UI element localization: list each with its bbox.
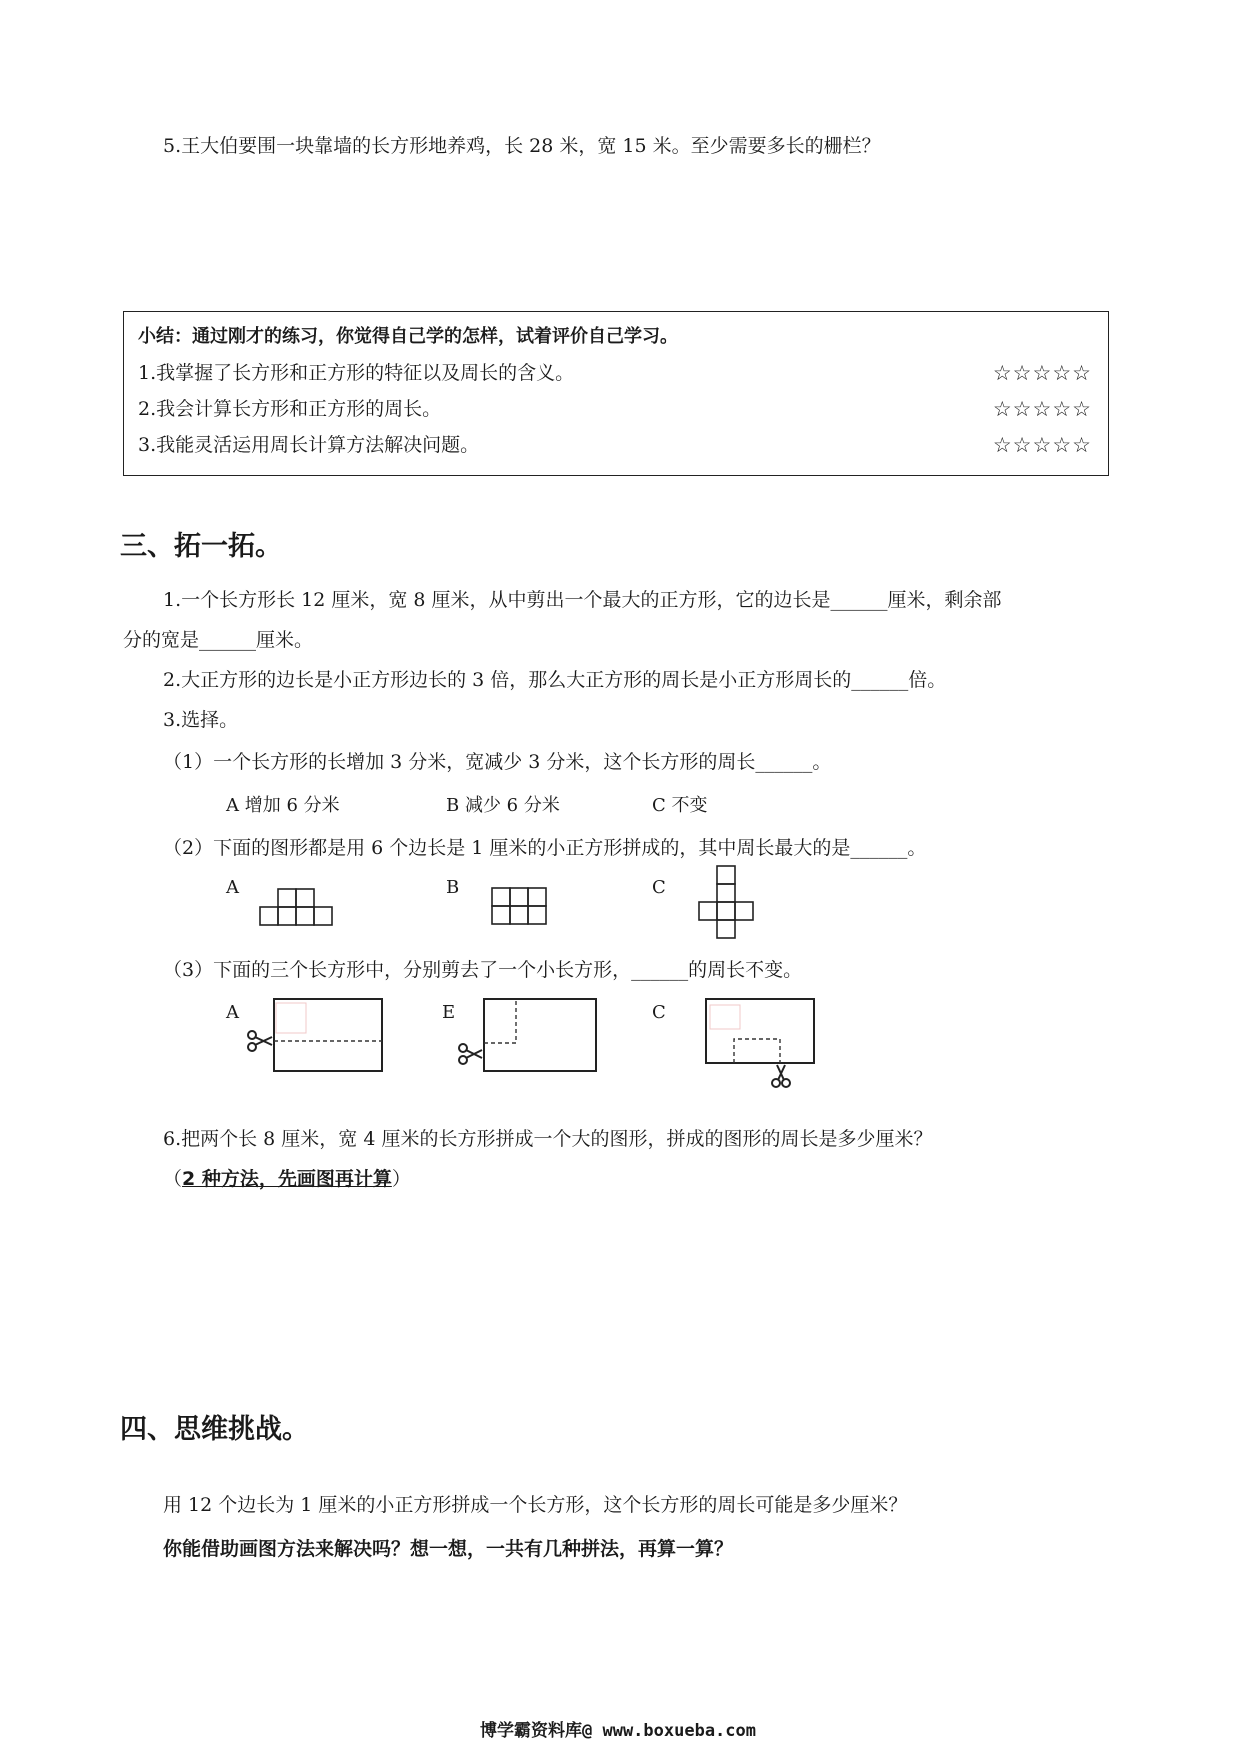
hint-close: ）	[391, 1168, 411, 1190]
summary-title: 小结：通过刚才的练习，你觉得自己学的怎样，试着评价自己学习。	[138, 326, 678, 347]
summary-item-1: 1.我掌握了长方形和正方形的特征以及周长的含义。	[138, 362, 575, 384]
question-6-hint	[163, 1166, 411, 1192]
s3-p2: 2.大正方形的边长是小正方形边长的 3 倍，那么大正方形的周长是小正方形周长的______倍。	[163, 669, 947, 691]
sub2-label-a: A	[226, 877, 239, 898]
s3-p1-line1: 1.一个长方形长 12 厘米，宽 8 厘米，从中剪出一个最大的正方形，它的边长是______厘米，剩余部	[163, 589, 1002, 611]
s3-p1-line2: 分的宽是______厘米。	[123, 629, 314, 651]
s3-p3: 3.选择。	[163, 709, 239, 731]
section-4-heading: 四、思维挑战。	[120, 1414, 309, 1445]
sub3-label-a: A	[226, 1002, 239, 1023]
sub3-question: （3）下面的三个长方形中，分别剪去了一个小长方形，______的周长不变。	[163, 959, 803, 981]
sub2-label-c: C	[652, 877, 666, 898]
rating-stars-3[interactable]: ☆☆☆☆☆	[992, 433, 1092, 457]
sub1-question: （1）一个长方形的长增加 3 分米，宽减少 3 分米，这个长方形的周长______。	[163, 751, 832, 773]
hint-text: 2 种方法，先画图再计算	[182, 1168, 392, 1190]
question-6: 6.把两个长 8 厘米，宽 4 厘米的长方形拼成一个大的图形，拼成的图形的周长是多少厘米？	[163, 1128, 933, 1150]
sub3-label-b: E	[442, 1002, 456, 1023]
cut-figure-a	[246, 995, 396, 1080]
footer-watermark: 博学霸资料库@ www.boxueba.com	[480, 1721, 756, 1741]
sub1-option-a: A 增加 6 分米	[226, 795, 340, 816]
figure-b-squares	[491, 887, 551, 927]
scissors-icon	[459, 1044, 482, 1064]
hint-open: （	[163, 1168, 183, 1190]
cut-figure-b	[458, 995, 608, 1080]
rating-stars-2[interactable]: ☆☆☆☆☆	[992, 397, 1092, 421]
sub2-label-b: B	[446, 877, 460, 898]
s4-p2: 你能借助画图方法来解决吗？想一想，一共有几种拼法，再算一算？	[163, 1538, 734, 1560]
figure-a-squares	[260, 888, 335, 933]
sub1-option-b: B 减少 6 分米	[446, 795, 560, 816]
cut-figure-c	[694, 993, 824, 1088]
rating-stars-1[interactable]: ☆☆☆☆☆	[992, 361, 1092, 385]
question-5: 5.王大伯要围一块靠墙的长方形地养鸡，长 28 米，宽 15 米。至少需要多长的栅栏？	[163, 135, 881, 157]
summary-item-2: 2.我会计算长方形和正方形的周长。	[138, 398, 442, 420]
summary-item-3: 3.我能灵活运用周长计算方法解决问题。	[138, 434, 480, 456]
summary-box	[123, 311, 1109, 476]
section-3-heading: 三、拓一拓。	[120, 531, 282, 562]
scissors-icon	[248, 1031, 272, 1051]
scissors-icon	[772, 1065, 790, 1087]
sub2-question: （2）下面的图形都是用 6 个边长是 1 厘米的小正方形拼成的，其中周长最大的是______。	[163, 837, 927, 859]
figure-c-squares	[698, 865, 758, 945]
s4-p1: 用 12 个边长为 1 厘米的小正方形拼成一个长方形，这个长方形的周长可能是多少厘米？	[163, 1494, 908, 1516]
sub1-option-c: C 不变	[652, 795, 708, 816]
sub3-label-c: C	[652, 1002, 666, 1023]
